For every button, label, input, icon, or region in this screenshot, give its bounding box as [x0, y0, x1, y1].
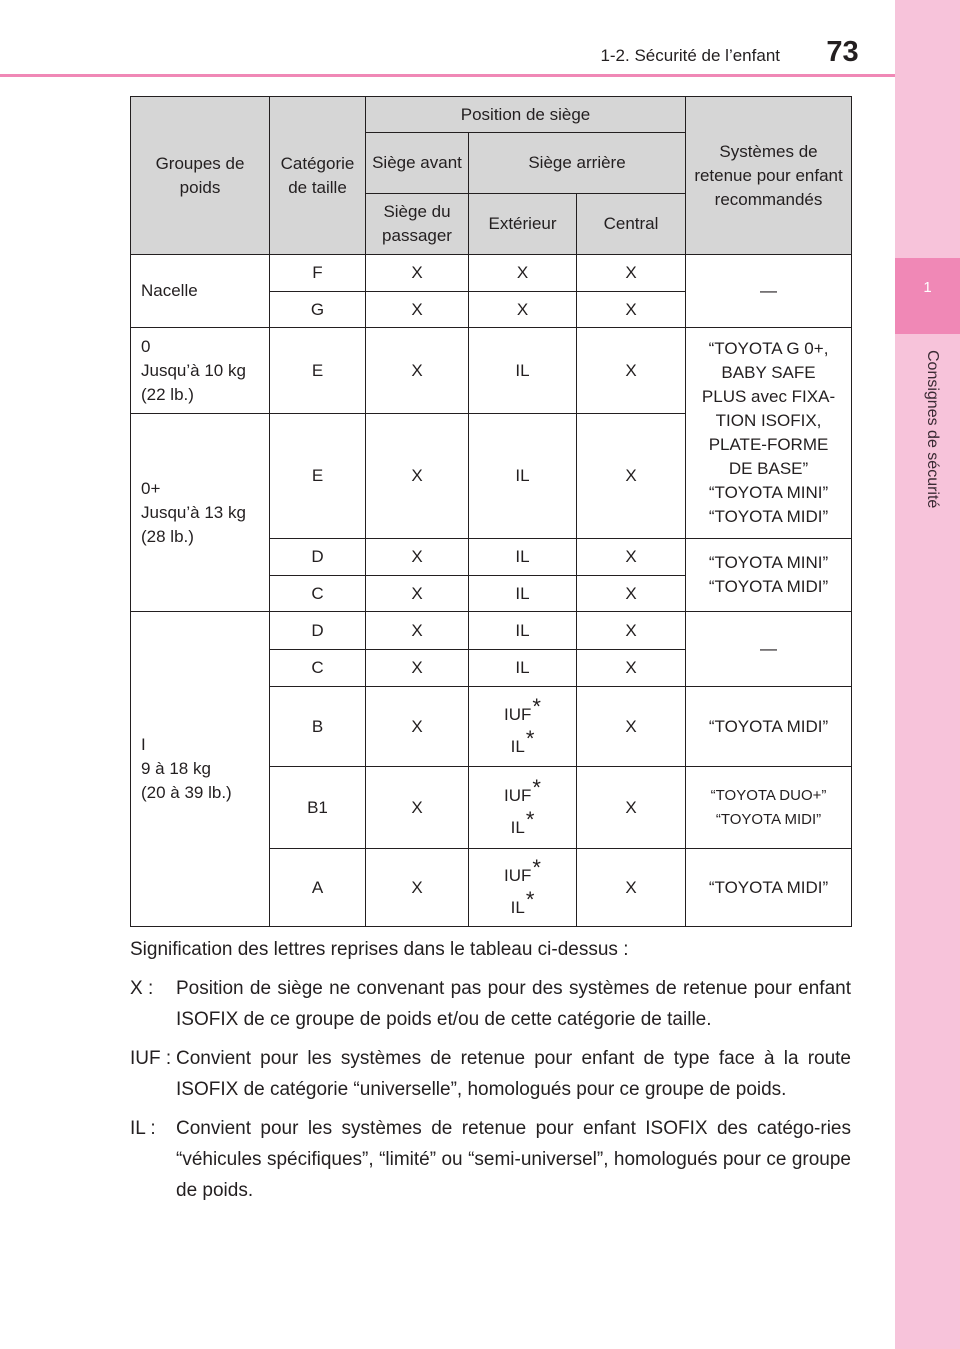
outer-cell: IL: [469, 650, 577, 687]
recommended-line: DE BASE”: [728, 459, 809, 478]
header-recommended-systems: Systèmes de retenue pour enfant recommandés: [686, 97, 852, 255]
central-cell: X: [577, 576, 686, 612]
passenger-cell: X: [366, 539, 469, 576]
recommended-line: “TOYOTA G 0+,: [708, 339, 829, 358]
outer-cell: [469, 767, 577, 849]
central-cell: X: [577, 849, 686, 927]
header-front-seat: Siège avant: [366, 133, 469, 194]
group-weight-lb: (22 lb.): [141, 384, 194, 404]
recommended-cell: “TOYOTA MIDI”: [686, 849, 852, 927]
page-number: 73: [826, 36, 859, 68]
category-cell: C: [270, 650, 366, 687]
legend-item: [130, 1043, 851, 1105]
outer-cell: IL: [469, 539, 577, 576]
central-cell: X: [577, 292, 686, 328]
category-cell: E: [270, 414, 366, 539]
outer-cell: IL: [469, 612, 577, 650]
recommended-line: “TOYOTA MIDI”: [715, 810, 822, 828]
outer-cell: IL: [469, 414, 577, 539]
header-rule: [0, 74, 895, 77]
central-cell: X: [577, 539, 686, 576]
iuf-code: IUF: [504, 785, 532, 805]
group-weight: Jusqu’à 13 kg: [141, 502, 246, 522]
central-cell: X: [577, 612, 686, 650]
header-size-category: Catégorie de taille: [270, 97, 366, 255]
legend-item: [130, 973, 851, 1035]
recommended-cell: [686, 767, 852, 849]
legend-text: Position de siège ne convenant pas pour des systèmes de retenue pour enfant ISOFIX de ce groupe de poids et/ou de cette catégorie de taille.: [176, 978, 851, 1030]
recommended-cell: —: [686, 255, 852, 328]
passenger-cell: X: [366, 292, 469, 328]
outer-cell: X: [469, 292, 577, 328]
legend-text: Convient pour les systèmes de retenue pour enfant ISOFIX des catégo-ries “véhicules spécifiques”, “limité” ou “semi-universel”, homologués pour ce groupe de poids.: [176, 1118, 851, 1201]
footnote-star: *: [525, 725, 535, 751]
header-weight-groups: Groupes de poids: [131, 97, 270, 255]
legend-key: IL :: [130, 1118, 156, 1139]
central-cell: X: [577, 687, 686, 767]
recommended-cell: “TOYOTA MIDI”: [686, 687, 852, 767]
legend-intro: Signification des lettres reprises dans le tableau ci-dessus :: [130, 939, 629, 960]
outer-cell: [469, 687, 577, 767]
group-cell: Nacelle: [131, 255, 270, 328]
footnote-star: *: [525, 886, 535, 912]
category-cell: E: [270, 328, 366, 414]
passenger-cell: X: [366, 767, 469, 849]
footnote-star: *: [532, 774, 541, 800]
passenger-cell: X: [366, 414, 469, 539]
recommended-line: “TOYOTA MINI”: [708, 553, 829, 572]
recommended-line: “TOYOTA MINI”: [708, 483, 829, 502]
passenger-cell: X: [366, 687, 469, 767]
passenger-cell: X: [366, 849, 469, 927]
group-weight-lb: (20 à 39 lb.): [141, 783, 232, 802]
legend-item: [130, 1113, 851, 1206]
group-label: 0: [141, 336, 151, 356]
central-cell: X: [577, 328, 686, 414]
passenger-cell: X: [366, 255, 469, 292]
outer-cell: [469, 849, 577, 927]
category-cell: C: [270, 576, 366, 612]
recommended-cell: [686, 328, 852, 539]
recommended-line: TION ISOFIX,: [715, 411, 822, 430]
il-code: IL: [510, 897, 525, 917]
recommended-cell: —: [686, 612, 852, 687]
section-title: 1-2. Sécurité de l’enfant: [600, 46, 780, 65]
recommended-line: PLUS avec FIXA-: [701, 387, 836, 406]
category-cell: A: [270, 849, 366, 927]
legend-notes: [130, 934, 851, 1214]
recommended-line: PLATE-FORME: [708, 435, 829, 454]
group-weight-lb: (28 lb.): [141, 526, 194, 546]
outer-cell: IL: [469, 576, 577, 612]
footnote-star: *: [532, 854, 541, 880]
chapter-sidebar: [895, 0, 960, 1349]
passenger-cell: X: [366, 650, 469, 687]
header-passenger-seat: Siège du passager: [366, 194, 469, 255]
legend-key: IUF :: [130, 1048, 172, 1069]
category-cell: D: [270, 612, 366, 650]
passenger-cell: X: [366, 576, 469, 612]
category-cell: B1: [270, 767, 366, 849]
category-cell: B: [270, 687, 366, 767]
footnote-star: *: [532, 693, 541, 719]
legend-text: Convient pour les systèmes de retenue pour enfant de type face à la route ISOFIX de catégorie “universelle”, homologués pour ce groupe de poids.: [176, 1048, 851, 1100]
category-cell: D: [270, 539, 366, 576]
group-cell: [131, 612, 270, 927]
recommended-line: “TOYOTA DUO+”: [710, 786, 827, 804]
legend-key: X :: [130, 978, 154, 999]
group-weight: 9 à 18 kg: [141, 759, 211, 778]
category-cell: G: [270, 292, 366, 328]
recommended-cell: [686, 539, 852, 612]
central-cell: X: [577, 414, 686, 539]
outer-cell: X: [469, 255, 577, 292]
chapter-title: Consignes de sécurité: [924, 350, 941, 509]
group-cell: [131, 328, 270, 414]
central-cell: X: [577, 255, 686, 292]
header-outer: Extérieur: [469, 194, 577, 255]
passenger-cell: X: [366, 612, 469, 650]
table-row: [131, 255, 852, 292]
footnote-star: *: [525, 806, 535, 832]
iuf-code: IUF: [504, 865, 532, 885]
category-cell: F: [270, 255, 366, 292]
recommended-line: “TOYOTA MIDI”: [708, 577, 829, 596]
chapter-number-tab[interactable]: 1: [895, 258, 960, 334]
header-rear-seat: Siège arrière: [469, 133, 686, 194]
header-central: Central: [577, 194, 686, 255]
group-weight: Jusqu’à 10 kg: [141, 360, 246, 380]
outer-cell: IL: [469, 328, 577, 414]
recommended-line: “TOYOTA MIDI”: [708, 507, 829, 526]
central-cell: X: [577, 650, 686, 687]
table-row: [131, 328, 852, 414]
central-cell: X: [577, 767, 686, 849]
passenger-cell: X: [366, 328, 469, 414]
group-label: 0+: [141, 478, 161, 498]
group-label: I: [141, 735, 146, 754]
header-seat-position: Position de siège: [366, 97, 686, 133]
group-cell: [131, 414, 270, 612]
iuf-code: IUF: [504, 704, 532, 724]
isofix-compatibility-table: [130, 96, 852, 927]
il-code: IL: [510, 736, 525, 756]
table-row: [131, 612, 852, 650]
recommended-line: BABY SAFE: [721, 363, 816, 382]
il-code: IL: [510, 817, 525, 837]
